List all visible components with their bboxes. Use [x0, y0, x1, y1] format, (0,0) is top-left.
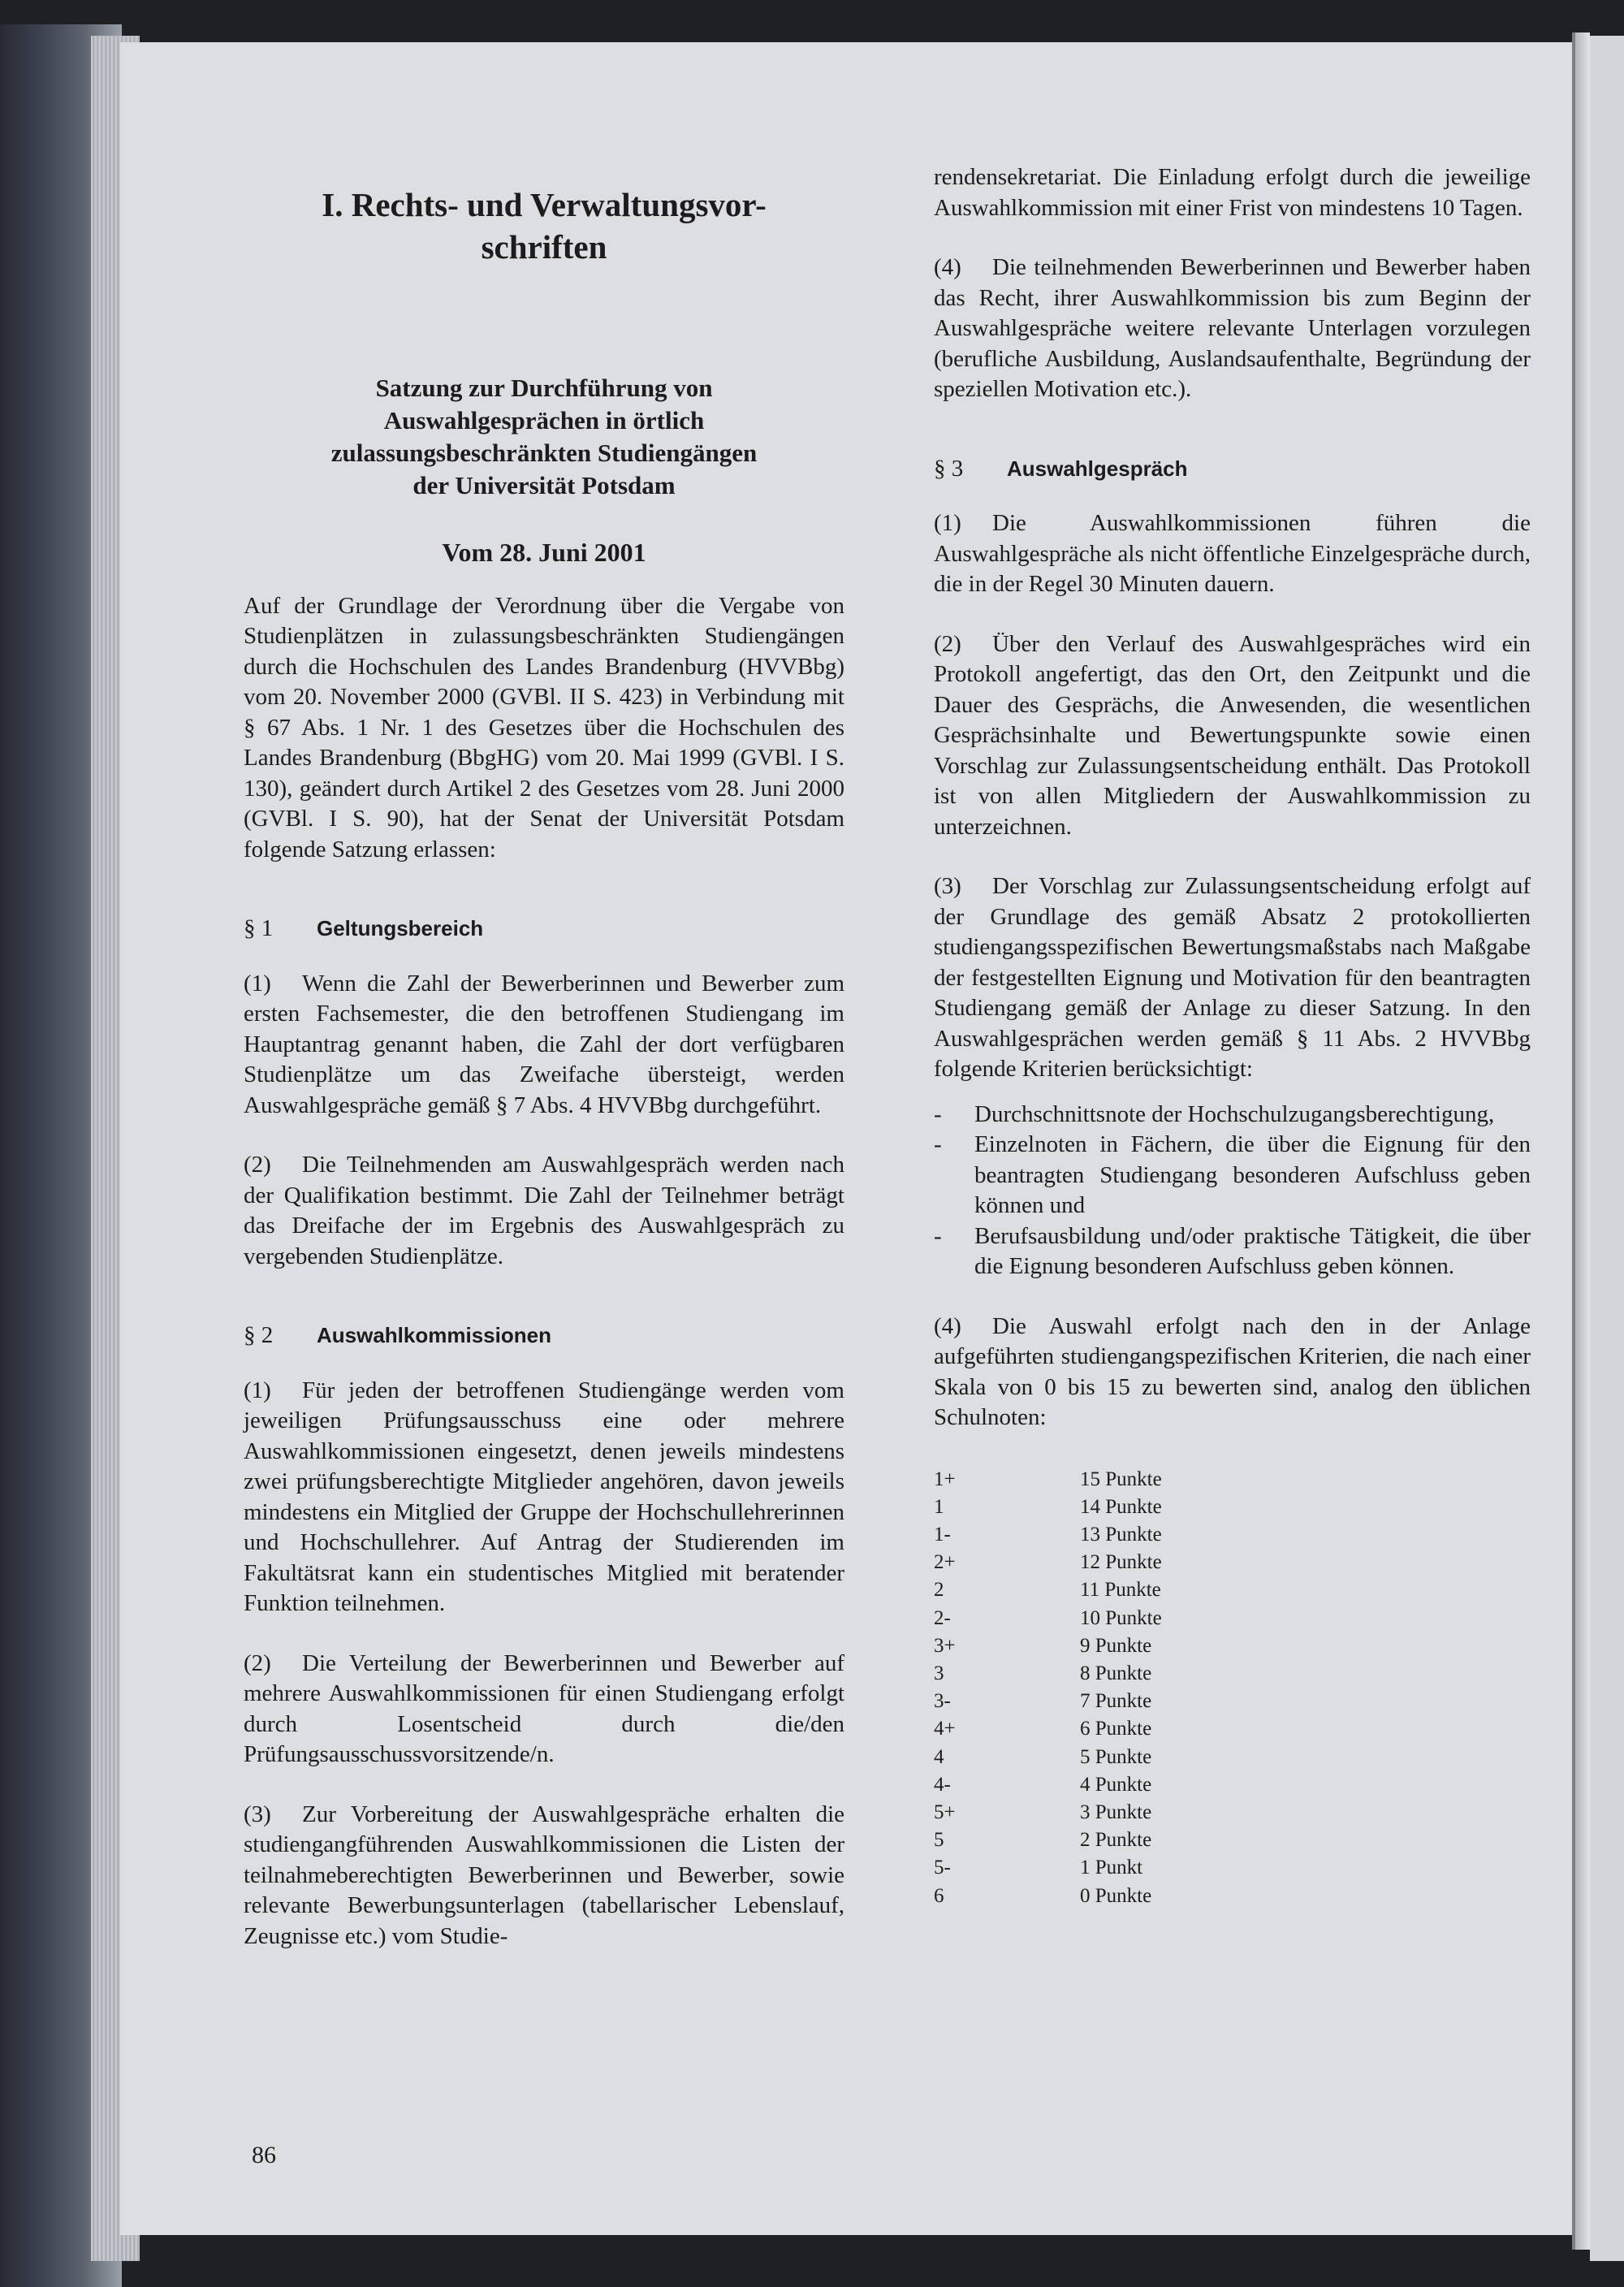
list-dash: - — [934, 1131, 942, 1157]
grade-cell: 2+ — [934, 1551, 956, 1574]
points-cell: 2 Punkte — [1080, 1829, 1152, 1852]
points-cell: 0 Punkte — [1080, 1884, 1152, 1907]
paragraph-number: (2) — [934, 630, 961, 657]
paragraph-text: Die teilnehmenden Bewerberinnen und Bewerber haben das Recht, ihrer Auswahlkommission bis zum Beginn der Auswahlgespräche weitere relevante Unterlagen vorzulegen (berufliche Ausbildung, Auslandsaufenthalte, Begründung der speziellen Motivation etc.). — [934, 254, 1531, 402]
grade-cell: 2- — [934, 1606, 951, 1629]
paragraph-continued: rendensekretariat. Die Einladung erfolgt durch die jeweilige Auswahlkommission mit einer Frist von mindestens 10 Tagen. — [934, 164, 1531, 221]
section-heading-2 — [244, 1321, 844, 1351]
paragraph — [244, 1800, 844, 1952]
grade-cell: 6 — [934, 1884, 944, 1907]
list-item-text: Durchschnittsnote der Hochschulzugangsberechtigung, — [974, 1100, 1495, 1127]
binding-line — [1572, 32, 1575, 2250]
paragraph-number: (4) — [934, 1312, 961, 1339]
points-cell: 15 Punkte — [1080, 1468, 1162, 1490]
table-row — [934, 1744, 1162, 1771]
paragraph-text: Die Auswahlkommissionen führen die Auswahlgespräche als nicht öffentliche Einzelgespräche durch, die in der Regel 30 Minuten dauern. — [934, 510, 1531, 597]
section-title: Geltungsbereich — [317, 916, 484, 940]
paragraph — [934, 253, 1531, 405]
paragraph-number: (2) — [244, 1649, 271, 1676]
list-dash: - — [934, 1100, 942, 1127]
page-number: 86 — [252, 2142, 276, 2168]
points-cell: 5 Punkte — [1080, 1745, 1152, 1768]
grade-cell: 1+ — [934, 1468, 956, 1490]
section-heading-3 — [934, 454, 1531, 485]
points-cell: 12 Punkte — [1080, 1551, 1162, 1574]
main-title-line1: I. Rechts- und Verwaltungsvor- — [322, 186, 767, 223]
grade-cell: 1- — [934, 1523, 951, 1546]
table-row — [934, 1494, 1162, 1521]
paragraph-text: Die Teilnehmenden am Auswahlgespräch werden nach der Qualifikation bestimmt. Die Zahl der Teilnehmer beträgt das Dreifache der im Ergebnis des Auswahlgespräch zu vergebenden Studienplätze. — [244, 1152, 844, 1269]
paragraph-text: Für jeden der betroffenen Studiengänge werden vom jeweiligen Prüfungsausschuss eine oder mehrere Auswahlkommissionen eingesetzt, denen jeweils mindestens zwei prüfungsberechtigte Mitglieder angehören, davon jeweils mindestens ein Mitglied der Gruppe der Hochschullehrerinnen und Hochschullehrer. Auf Antrag der Studierenden im Fakultätsrat kann ein studentisches Mitglied mit beratender Funktion teilnehmen. — [244, 1377, 844, 1616]
grade-cell: 1 — [934, 1495, 944, 1518]
document-title — [244, 372, 844, 502]
paragraph — [244, 1150, 844, 1272]
table-row — [934, 1771, 1162, 1799]
right-column — [934, 162, 1531, 1910]
table-row — [934, 1576, 1162, 1604]
doc-title-line: Auswahlgesprächen in örtlich — [383, 406, 705, 434]
table-row — [934, 1632, 1162, 1660]
paragraph — [934, 508, 1531, 600]
paragraph — [244, 1376, 844, 1619]
grade-cell: 4- — [934, 1773, 951, 1796]
criteria-list — [934, 1100, 1531, 1282]
list-item-text: Berufsausbildung und/oder praktische Tätigkeit, die über die Eignung besonderen Aufschluss geben können. — [974, 1222, 1531, 1279]
doc-title-line: Satzung zur Durchführung von — [375, 374, 713, 402]
grade-cell: 5- — [934, 1857, 951, 1879]
paragraph-number: (4) — [934, 254, 961, 280]
main-title-line2: schriften — [481, 228, 607, 266]
grade-cell: 3+ — [934, 1634, 956, 1657]
paragraph-text: Über den Verlauf des Auswahlgespräches wird ein Protokoll angefertigt, das den Ort, den Zeitpunkt und die Dauer des Gesprächs, die Anwesenden, die wesentlichen Gesprächsinhalte und Bewertungspunkte sowie einen Vorschlag zur Zulassungsentscheidung enthält. Das Protokoll ist von allen Mitgliedern der Auswahlkommission zu unterzeichnen. — [934, 630, 1531, 840]
list-dash: - — [934, 1222, 942, 1249]
points-cell: 3 Punkte — [1080, 1801, 1152, 1823]
table-row — [934, 1466, 1162, 1494]
section-title: Auswahlkommissionen — [317, 1323, 551, 1347]
points-cell: 9 Punkte — [1080, 1634, 1152, 1657]
points-cell: 13 Punkte — [1080, 1523, 1162, 1546]
paragraph — [934, 629, 1531, 843]
section-number: § 1 — [244, 915, 274, 941]
grade-scale-table — [934, 1466, 1162, 1910]
table-row — [934, 1799, 1162, 1827]
points-cell: 1 Punkt — [1080, 1857, 1143, 1879]
paragraph — [934, 1312, 1531, 1433]
facing-page-edge — [1590, 36, 1624, 2261]
doc-title-line: der Universität Potsdam — [412, 471, 676, 499]
points-cell: 8 Punkte — [1080, 1662, 1152, 1684]
grade-cell: 3 — [934, 1662, 944, 1684]
paragraph-number: (3) — [244, 1801, 271, 1827]
table-row — [934, 1521, 1162, 1549]
grade-cell: 5 — [934, 1829, 944, 1852]
points-cell: 14 Punkte — [1080, 1495, 1162, 1518]
list-item — [934, 1100, 1531, 1131]
paragraph-text: Wenn die Zahl der Bewerberinnen und Bewerber zum ersten Fachsemester, die den betroffenen Studiengang im Hauptantrag genannt haben, die Zahl der dort verfügbaren Studienplätze um das Zweifache übersteigt, werden Auswahlgespräche gemäß § 7 Abs. 4 HVVBbg durchgeführt. — [244, 970, 844, 1118]
grade-scale-body — [934, 1466, 1162, 1910]
points-cell: 10 Punkte — [1080, 1606, 1162, 1629]
grade-cell: 4+ — [934, 1718, 956, 1740]
paragraph-number: (3) — [934, 873, 961, 899]
table-row — [934, 1827, 1162, 1854]
paragraph-number: (1) — [244, 1377, 271, 1403]
paragraph — [934, 871, 1531, 1085]
paragraph-text: Die Verteilung der Bewerberinnen und Bewerber auf mehrere Auswahlkommissionen für einen Studiengang erfolgt durch Losentscheid durch die/den Prüfungsausschussvorsitzende/n. — [244, 1649, 844, 1767]
preamble: Auf der Grundlage der Verordnung über die Vergabe von Studienplätzen in zulassungsbeschränkten Studiengängen durch die Hochschulen des Landes Brandenburg (HVVBbg) vom 20. November 2000 (GVBl. II S. 423) in Verbindung mit § 67 Abs. 1 Nr. 1 des Gesetzes über die Hochschulen des Landes Brandenburg (BbgHG) vom 20. Mai 1999 (GVBl. I S. 130), geändert durch Artikel 2 des Gesetzes vom 28. Juni 2000 (GVBl. I S. 90), hat der Senat der Universität Potsdam folgende Satzung erlassen: — [244, 592, 844, 862]
grade-cell: 4 — [934, 1745, 944, 1768]
grade-cell: 5+ — [934, 1801, 956, 1823]
paragraph-number: (1) — [244, 970, 271, 997]
paragraph-number: (1) — [934, 510, 961, 536]
section-title: Auswahlgespräch — [1007, 456, 1188, 481]
paragraph-text: Zur Vorbereitung der Auswahlgespräche erhalten die studiengangführenden Auswahlkommissionen die Listen der teilnahmeberechtigten Bewerberinnen und Bewerber, sowie relevante Bewerbungsunterlagen (tabellarischer Lebenslauf, Zeugnisse etc.) vom Studie- — [244, 1801, 844, 1949]
points-cell: 11 Punkte — [1080, 1579, 1161, 1602]
table-row — [934, 1605, 1162, 1632]
table-row — [934, 1854, 1162, 1882]
points-cell: 4 Punkte — [1080, 1773, 1152, 1796]
table-row — [934, 1883, 1162, 1910]
paragraph-number: (2) — [244, 1152, 271, 1178]
left-column — [244, 169, 844, 1952]
points-cell: 7 Punkte — [1080, 1690, 1152, 1713]
list-item-text: Einzelnoten in Fächern, die über die Eignung für den beantragten Studiengang besonderen Aufschluss geben können und — [974, 1131, 1531, 1218]
main-title — [244, 184, 844, 268]
table-row — [934, 1715, 1162, 1743]
points-cell: 6 Punkte — [1080, 1718, 1152, 1740]
section-number: § 3 — [934, 455, 964, 482]
section-heading-1 — [244, 914, 844, 945]
table-row — [934, 1549, 1162, 1576]
doc-title-line: zulassungsbeschränkten Studiengängen — [330, 439, 758, 467]
list-item — [934, 1221, 1531, 1282]
document-date: Vom 28. Juni 2001 — [442, 538, 646, 567]
paragraph-text: Die Auswahl erfolgt nach den in der Anlage aufgeführten studiengangspezifischen Kriterien, die nach einer Skala von 0 bis 15 zu bewerten sind, analog den üblichen Schulnoten: — [934, 1312, 1531, 1430]
table-row — [934, 1688, 1162, 1715]
table-row — [934, 1660, 1162, 1688]
paragraph-text: Der Vorschlag zur Zulassungsentscheidung erfolgt auf der Grundlage des gemäß Absatz 2 protokollierten studiengangsspezifischen Bewertungsmaßstabs nach Maßgabe der festgestellten Eignung und Motivation für den beantragten Studiengang gemäß der Anlage zu dieser Satzung. In den Auswahlgesprächen werden gemäß § 11 Abs. 2 HVVBbg folgende Kriterien berücksichtigt: — [934, 873, 1531, 1082]
paragraph — [244, 969, 844, 1122]
list-item — [934, 1130, 1531, 1221]
paragraph — [244, 1649, 844, 1770]
grade-cell: 2 — [934, 1579, 944, 1602]
grade-cell: 3- — [934, 1690, 951, 1713]
section-number: § 2 — [244, 1322, 274, 1348]
